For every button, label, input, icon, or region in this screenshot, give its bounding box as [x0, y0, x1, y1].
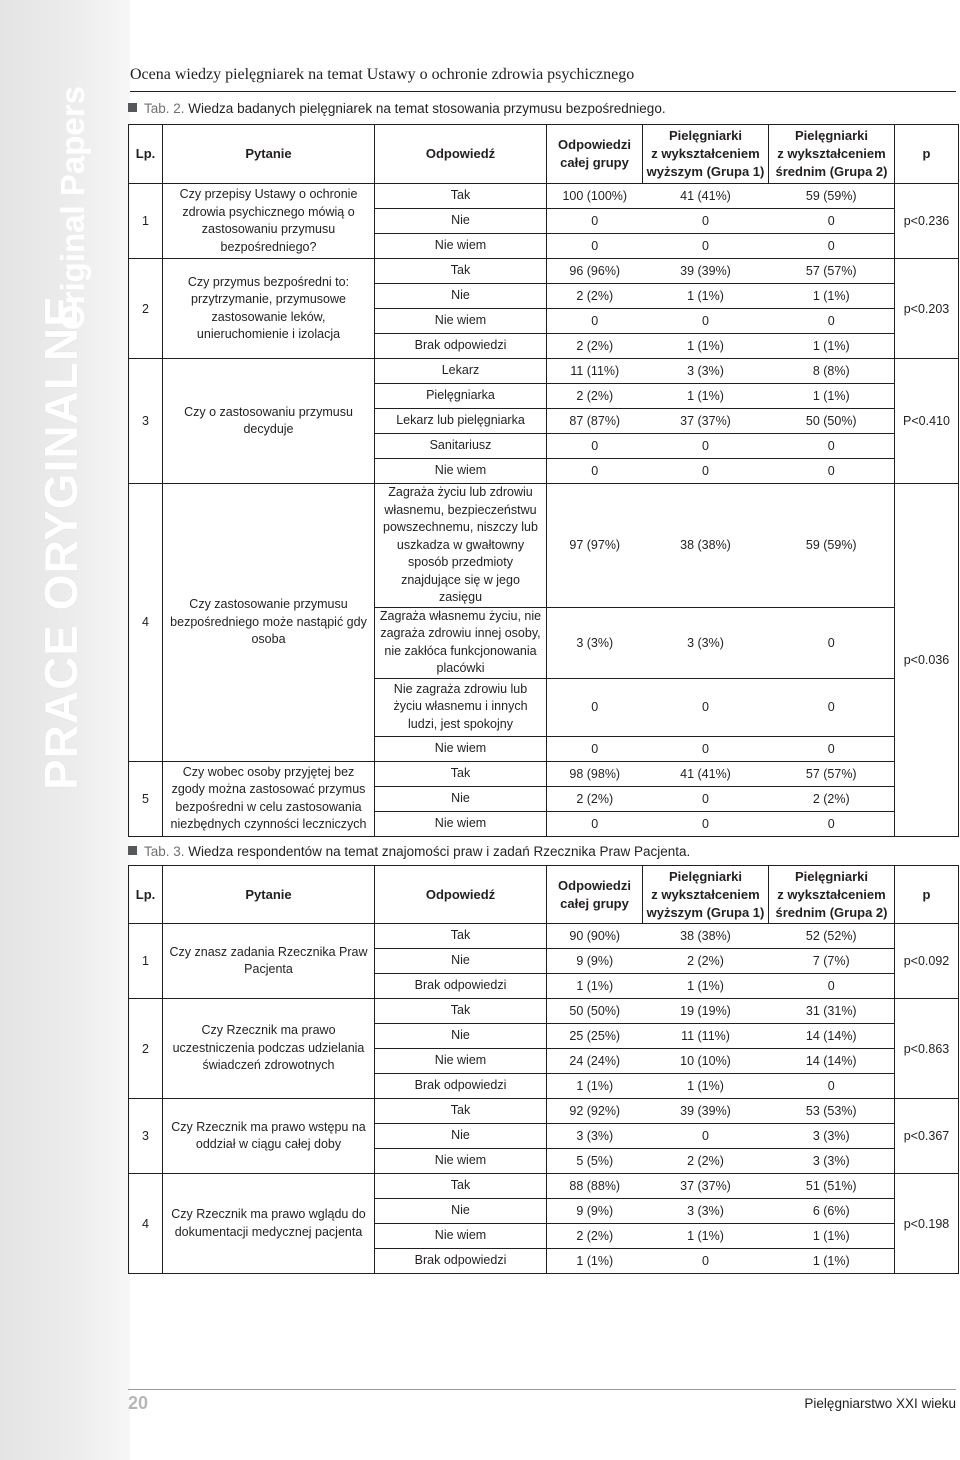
cell-group2: 52 (52%)	[805, 929, 857, 943]
col-p: p	[895, 866, 959, 924]
cell-group2: 1 (1%)	[812, 339, 850, 353]
cell-answer: Nie	[375, 1124, 547, 1149]
cell-answer: Sanitariusz	[375, 434, 547, 459]
cell-answer: Nie wiem	[375, 1224, 547, 1249]
cell-answer: Nie wiem	[375, 309, 547, 334]
cell-whole-group: 0	[547, 309, 643, 334]
cell-answer: Nie	[375, 209, 547, 234]
cell-lp: 1	[142, 214, 149, 228]
cell-lp: 4	[142, 1216, 149, 1231]
cell-group1: 0	[702, 439, 709, 453]
cell-whole-group: 98 (98%)	[547, 761, 643, 786]
table-row	[129, 924, 959, 949]
cell-group1: 3 (3%)	[687, 364, 724, 378]
cell-whole-group: 3 (3%)	[547, 1124, 643, 1149]
journal-name: Pielęgniarstwo XXI wieku	[804, 1396, 956, 1411]
col-answer: Odpowiedź	[375, 125, 547, 184]
section-label-en: Original Papers	[54, 86, 91, 330]
cell-p-value: p<0.036	[895, 484, 959, 837]
cell-answer: Nie	[375, 1024, 547, 1049]
cell-group1: 0	[702, 791, 709, 806]
cell-group1: 1 (1%)	[687, 1229, 724, 1243]
cell-group2: 8 (8%)	[812, 364, 850, 378]
cell-answer: Pielęgniarka	[375, 384, 547, 409]
cell-group1: 38 (38%)	[680, 929, 731, 943]
cell-answer: Tak	[375, 761, 547, 786]
cell-p-value: p<0.203	[895, 259, 959, 359]
cell-group1: 41 (41%)	[680, 766, 731, 781]
cell-whole-group: 92 (92%)	[547, 1099, 643, 1124]
col-lp: Lp.	[135, 886, 156, 902]
cell-group1: 3 (3%)	[687, 635, 724, 650]
cell-group1: 37 (37%)	[680, 414, 731, 428]
cell-answer: Nie	[375, 786, 547, 811]
cell-group2: 59 (59%)	[805, 538, 857, 553]
cell-whole-group: 11 (11%)	[547, 359, 643, 384]
col-group1: Pielęgniarki z wykształceniem wyższym (Grupa 1)	[643, 866, 769, 924]
cell-p-value: p<0.236	[895, 184, 959, 259]
bullet-square-icon	[128, 103, 137, 112]
cell-group2: 57 (57%)	[805, 264, 857, 278]
sidebar	[0, 0, 130, 1460]
cell-group2: 14 (14%)	[805, 1029, 857, 1043]
cell-question: Czy znasz zadania Rzecznika Praw Pacjenta	[163, 924, 375, 999]
cell-whole-group: 2 (2%)	[547, 334, 643, 359]
cell-group1: 0	[702, 741, 709, 756]
cell-group1: 0	[702, 314, 709, 328]
cell-group2: 1 (1%)	[812, 289, 850, 303]
cell-answer: Lekarz lub pielęgniarka	[375, 409, 547, 434]
col-answer: Odpowiedź	[375, 866, 547, 924]
cell-answer: Nie	[375, 949, 547, 974]
col-whole-group: Odpowiedzi całej grupy	[547, 866, 643, 924]
cell-group2: 2 (2%)	[812, 791, 850, 806]
cell-group2: 0	[827, 464, 835, 478]
cell-whole-group: 87 (87%)	[547, 409, 643, 434]
cell-answer: Brak odpowiedzi	[375, 974, 547, 999]
cell-group2: 1 (1%)	[812, 1229, 850, 1243]
cell-group2: 6 (6%)	[812, 1204, 850, 1218]
cell-group2: 31 (31%)	[805, 1004, 857, 1018]
cell-answer: Zagraża własnemu życiu, nie zagraża zdrowiu innej osoby, nie zakłóca funkcjonowania placówki	[375, 607, 547, 678]
col-group2: Pielęgniarki z wykształceniem średnim (Grupa 2)	[769, 125, 895, 184]
table-row	[129, 484, 959, 608]
cell-p-value: p<0.092	[895, 924, 959, 999]
cell-group1: 11 (11%)	[681, 1029, 730, 1043]
cell-whole-group: 97 (97%)	[547, 484, 643, 608]
cell-question: Czy wobec osoby przyjętej bez zgody można zastosować przymus bezpośredni w celu zastosowania niezbędnych czynności leczniczych	[163, 761, 375, 836]
cell-group2: 1 (1%)	[812, 389, 850, 403]
cell-group2: 0	[827, 439, 835, 453]
cell-lp: 2	[142, 301, 149, 316]
cell-whole-group: 24 (24%)	[547, 1049, 643, 1074]
cell-p-value: p<0.198	[895, 1174, 959, 1274]
cell-group1: 0	[702, 239, 709, 253]
cell-group2: 7 (7%)	[812, 954, 850, 968]
cell-group2: 59 (59%)	[805, 189, 857, 203]
cell-whole-group: 2 (2%)	[547, 284, 643, 309]
cell-answer: Tak	[375, 1174, 547, 1199]
cell-group2: 0	[827, 1079, 835, 1093]
cell-whole-group: 1 (1%)	[547, 1249, 643, 1274]
cell-answer: Nie zagraża zdrowiu lub życiu własnemu i innych ludzi, jest spokojny	[375, 678, 547, 736]
section-label-pl: PRACE ORYGINALNE	[35, 295, 87, 790]
tab2-caption-text: Wiedza badanych pielęgniarek na temat stosowania przymusu bezpośredniego.	[188, 101, 666, 116]
cell-whole-group: 1 (1%)	[547, 974, 643, 999]
cell-group1: 1 (1%)	[687, 289, 724, 303]
cell-group1: 0	[702, 214, 709, 228]
cell-group2: 0	[827, 635, 835, 650]
cell-group2: 50 (50%)	[805, 414, 857, 428]
cell-whole-group: 0	[547, 209, 643, 234]
cell-group2: 53 (53%)	[805, 1104, 857, 1118]
bullet-square-icon	[128, 846, 137, 855]
cell-lp: 2	[142, 1041, 149, 1056]
cell-group2: 0	[827, 314, 835, 328]
cell-p-value: P<0.410	[895, 359, 959, 484]
cell-answer: Tak	[375, 184, 547, 209]
cell-whole-group: 0	[547, 811, 643, 836]
cell-answer: Nie wiem	[375, 1049, 547, 1074]
cell-group2: 14 (14%)	[805, 1054, 857, 1068]
cell-answer: Brak odpowiedzi	[375, 334, 547, 359]
cell-whole-group: 96 (96%)	[547, 259, 643, 284]
cell-p-value: p<0.863	[895, 999, 959, 1099]
col-question: Pytanie	[163, 866, 375, 924]
tab3-caption	[128, 844, 690, 859]
table-row	[129, 999, 959, 1024]
cell-group1: 38 (38%)	[680, 538, 731, 553]
cell-group1: 37 (37%)	[680, 1179, 731, 1193]
cell-answer: Lekarz	[375, 359, 547, 384]
cell-answer: Brak odpowiedzi	[375, 1249, 547, 1274]
cell-group2: 0	[827, 214, 835, 228]
cell-lp: 4	[142, 615, 149, 630]
col-whole-group: Odpowiedzi całej grupy	[547, 125, 643, 184]
cell-answer: Tak	[375, 924, 547, 949]
table-row	[129, 1099, 959, 1124]
cell-group1: 1 (1%)	[687, 979, 724, 993]
cell-whole-group: 2 (2%)	[547, 384, 643, 409]
cell-answer: Nie wiem	[375, 736, 547, 761]
cell-group1: 3 (3%)	[687, 1204, 724, 1218]
cell-group1: 0	[702, 816, 709, 831]
cell-group1: 1 (1%)	[687, 1079, 724, 1093]
table-tab2	[128, 124, 959, 837]
cell-group2: 0	[827, 239, 835, 253]
cell-answer: Nie	[375, 284, 547, 309]
table-row	[129, 761, 959, 786]
cell-group1: 41 (41%)	[680, 189, 731, 203]
cell-whole-group: 100 (100%)	[547, 184, 643, 209]
cell-whole-group: 88 (88%)	[547, 1174, 643, 1199]
col-group1: Pielęgniarki z wykształceniem wyższym (Grupa 1)	[643, 125, 769, 184]
cell-group1: 1 (1%)	[687, 339, 724, 353]
table-row	[129, 184, 959, 209]
cell-answer: Nie	[375, 1199, 547, 1224]
cell-group2: 51 (51%)	[805, 1179, 857, 1193]
header-divider	[130, 91, 956, 92]
tab2-caption-num: Tab. 2.	[144, 101, 185, 116]
cell-group2: 0	[827, 741, 835, 756]
col-lp: Lp.	[135, 146, 156, 161]
cell-question: Czy przymus bezpośredni to: przytrzymanie, przymusowe zastosowanie leków, unieruchomienie i izolacja	[163, 259, 375, 359]
col-group2: Pielęgniarki z wykształceniem średnim (Grupa 2)	[769, 866, 895, 924]
cell-group1: 0	[702, 1254, 709, 1268]
cell-whole-group: 9 (9%)	[547, 1199, 643, 1224]
cell-group1: 39 (39%)	[680, 1104, 731, 1118]
cell-question: Czy o zastosowaniu przymusu decyduje	[163, 359, 375, 484]
page-number: 20	[128, 1393, 149, 1413]
cell-answer: Tak	[375, 999, 547, 1024]
cell-group1: 2 (2%)	[687, 1154, 724, 1168]
tab2-caption	[128, 101, 666, 116]
tab3-caption-text: Wiedza respondentów na temat znajomości praw i zadań Rzecznika Praw Pacjenta.	[188, 844, 691, 859]
cell-answer: Brak odpowiedzi	[375, 1074, 547, 1099]
cell-lp: 1	[142, 954, 149, 968]
cell-answer: Nie wiem	[375, 234, 547, 259]
cell-whole-group: 25 (25%)	[547, 1024, 643, 1049]
cell-question: Czy Rzecznik ma prawo wglądu do dokumentacji medycznej pacjenta	[163, 1174, 375, 1274]
col-p: p	[895, 125, 959, 184]
cell-whole-group: 1 (1%)	[547, 1074, 643, 1099]
cell-group1: 0	[702, 700, 709, 714]
cell-whole-group: 2 (2%)	[547, 1224, 643, 1249]
cell-whole-group: 0	[547, 434, 643, 459]
cell-group1: 2 (2%)	[687, 954, 724, 968]
cell-question: Czy Rzecznik ma prawo wstępu na oddział w ciągu całej doby	[163, 1099, 375, 1174]
cell-group2: 3 (3%)	[812, 1154, 850, 1168]
cell-group2: 57 (57%)	[805, 766, 857, 781]
cell-lp: 5	[142, 791, 149, 806]
cell-lp: 3	[142, 414, 149, 428]
col-question: Pytanie	[163, 125, 375, 184]
table-row	[129, 259, 959, 284]
cell-group2: 0	[827, 700, 835, 714]
cell-whole-group: 2 (2%)	[547, 786, 643, 811]
table-row	[129, 1174, 959, 1199]
cell-answer: Tak	[375, 259, 547, 284]
cell-whole-group: 3 (3%)	[547, 607, 643, 678]
cell-whole-group: 5 (5%)	[547, 1149, 643, 1174]
cell-group1: 10 (10%)	[680, 1054, 731, 1068]
cell-group1: 1 (1%)	[687, 389, 724, 403]
cell-group1: 0	[702, 464, 709, 478]
cell-question: Czy zastosowanie przymusu bezpośredniego może nastąpić gdy osoba	[163, 484, 375, 762]
cell-whole-group: 50 (50%)	[547, 999, 643, 1024]
cell-question: Czy przepisy Ustawy o ochronie zdrowia psychicznego mówią o zastosowaniu przymusu bezpośredniego?	[163, 184, 375, 259]
cell-group1: 0	[702, 1129, 709, 1143]
cell-whole-group: 0	[547, 736, 643, 761]
cell-group2: 3 (3%)	[812, 1129, 850, 1143]
cell-whole-group: 0	[547, 678, 643, 736]
cell-answer: Tak	[375, 1099, 547, 1124]
cell-whole-group: 9 (9%)	[547, 949, 643, 974]
running-header: Ocena wiedzy pielęgniarek na temat Ustawy o ochronie zdrowia psychicznego	[130, 66, 635, 83]
cell-p-value: p<0.367	[895, 1099, 959, 1174]
cell-answer: Zagraża życiu lub zdrowiu własnemu, bezpieczeństwu powszechnemu, niszczy lub uszkadza w gwałtowny sposób przedmioty znajdujące się w jego zasięgu	[375, 484, 547, 608]
cell-question: Czy Rzecznik ma prawo uczestniczenia podczas udzielania świadczeń zdrowotnych	[163, 999, 375, 1099]
cell-group2: 0	[827, 979, 835, 993]
cell-group2: 0	[827, 816, 835, 831]
cell-group2: 1 (1%)	[812, 1254, 850, 1268]
cell-answer: Nie wiem	[375, 811, 547, 836]
cell-answer: Nie wiem	[375, 1149, 547, 1174]
cell-lp: 3	[142, 1129, 149, 1143]
table-tab3	[128, 865, 959, 1274]
cell-answer: Nie wiem	[375, 459, 547, 484]
cell-group1: 19 (19%)	[680, 1004, 731, 1018]
cell-whole-group: 0	[547, 234, 643, 259]
table-row	[129, 359, 959, 384]
cell-whole-group: 90 (90%)	[547, 924, 643, 949]
cell-whole-group: 0	[547, 459, 643, 484]
footer-divider	[128, 1389, 956, 1390]
cell-group1: 39 (39%)	[680, 264, 731, 278]
tab3-caption-num: Tab. 3.	[144, 844, 185, 859]
